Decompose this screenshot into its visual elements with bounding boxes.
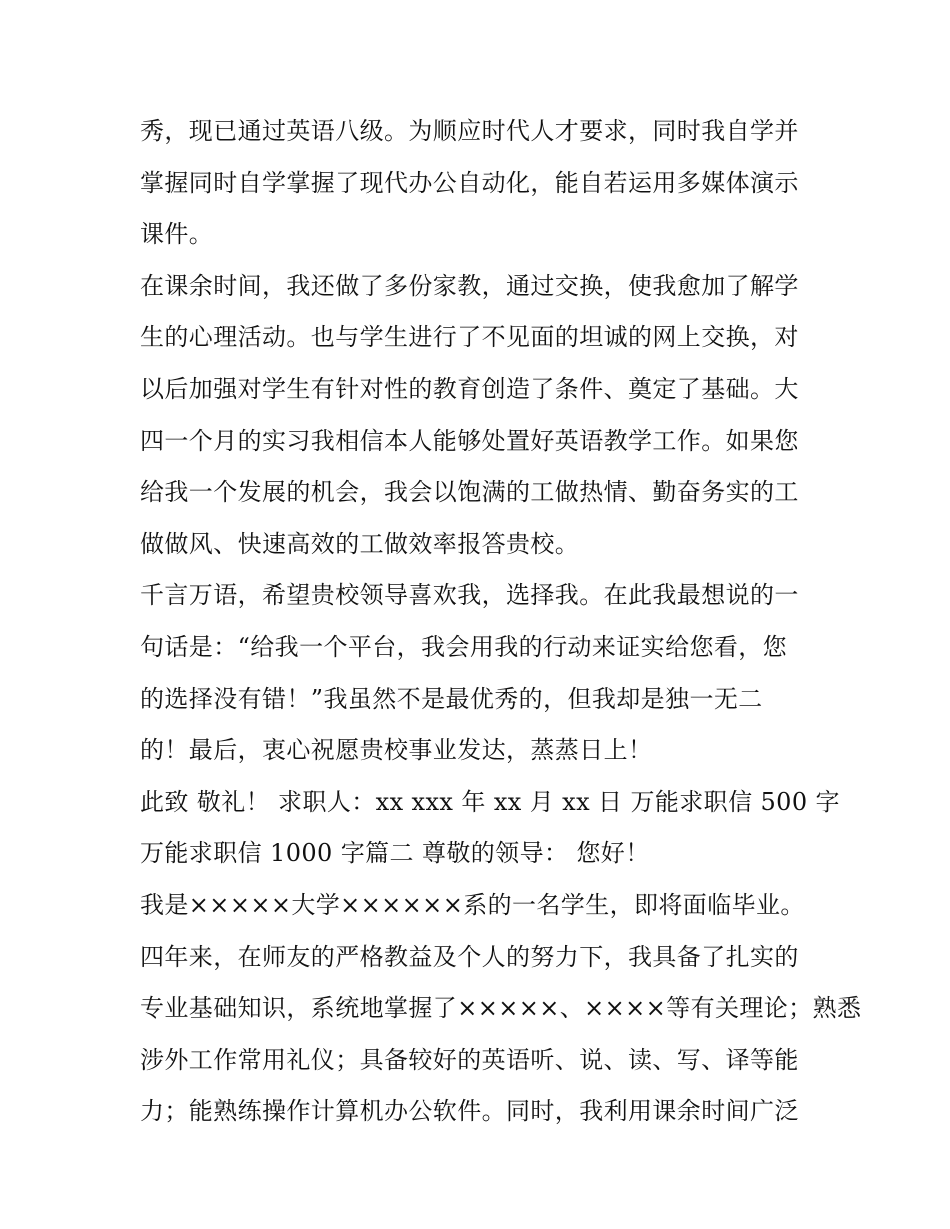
text-line-14: 此致 敬礼！ 求职人：xx xxx 年 xx 月 xx 日 万能求职信 500 字: [140, 787, 840, 816]
text-line-6: 以后加强对学生有针对性的教育创造了条件、奠定了基础。大: [140, 374, 799, 403]
text-line-5: 生的心理活动。也与学生进行了不见面的坦诚的网上交换，对: [140, 323, 799, 352]
text-line-8: 给我一个发展的机会，我会以饱满的工做热情、勤奋务实的工: [140, 478, 799, 507]
text-line-7: 四一个月的实习我相信本人能够处置好英语教学工作。如果您: [140, 426, 799, 455]
text-line-1: 秀，现已通过英语八级。为顺应时代人才要求，同时我自学并: [140, 117, 799, 145]
text-line-18: 专业基础知识，系统地掌握了×××××、××××等有关理论；熟悉: [140, 994, 862, 1023]
text-line-4: 在课余时间，我还做了多份家教，通过交换，使我愈加了解学: [140, 271, 799, 300]
text-line-17: 四年来，在师友的严格教益及个人的努力下，我具备了扎实的: [140, 942, 799, 971]
text-line-10: 千言万语，希望贵校领导喜欢我，选择我。在此我最想说的一: [140, 581, 799, 610]
text-line-15: 万能求职信 1000 字篇二 尊敬的领导： 您好！: [140, 839, 650, 868]
text-line-11: 句话是：“给我一个平台，我会用我的行动来证实给您看，您: [140, 632, 788, 661]
text-line-9: 做做风、快速高效的工做效率报答贵校。: [140, 529, 580, 558]
text-line-2: 掌握同时自学掌握了现代办公自动化，能自若运用多媒体演示: [140, 168, 799, 197]
text-line-20: 力；能熟练操作计算机办公软件。同时，我利用课余时间广泛: [140, 1097, 799, 1126]
text-line-16: 我是×××××大学××××××系的一名学生，即将面临毕业。: [140, 890, 805, 919]
document-body: [140, 106, 862, 1138]
text-line-13: 的！最后，衷心祝愿贵校事业发达，蒸蒸日上！: [140, 736, 653, 765]
text-line-12: 的选择没有错！”我虽然不是最优秀的，但我却是独一无二: [140, 684, 763, 713]
text-line-3: 课件。: [140, 220, 214, 249]
text-line-19: 涉外工作常用礼仪；具备较好的英语听、说、读、写、译等能: [140, 1045, 799, 1074]
